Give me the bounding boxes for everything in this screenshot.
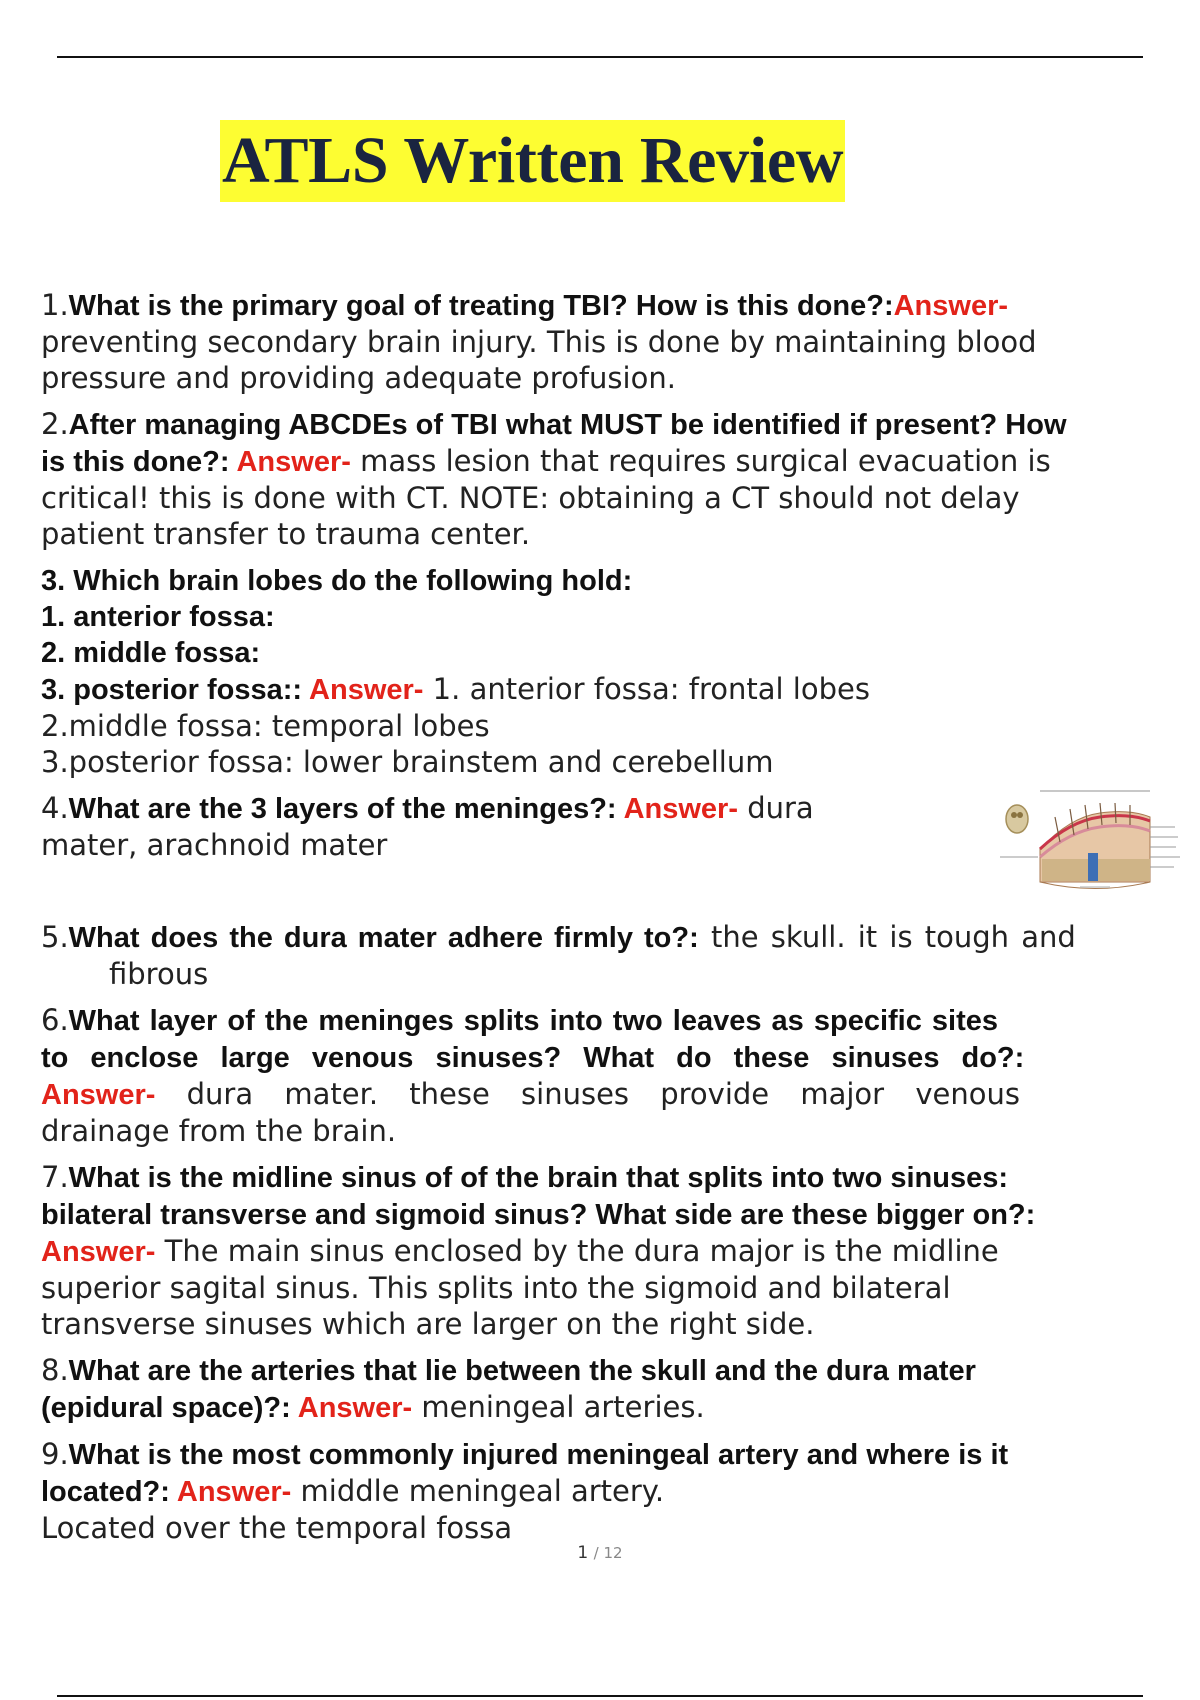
question-text: (epidural space)?: xyxy=(41,1392,298,1424)
question-text: What is the midline sinus of of the brain that splits into two sinuses: xyxy=(68,1162,1008,1194)
question-text: Which brain lobes do the following hold: xyxy=(65,565,633,597)
answer-text: dura xyxy=(738,791,814,825)
question-list xyxy=(41,287,1191,1556)
answer-label: Answer- xyxy=(41,1079,156,1111)
question-text: What is the most commonly injured meningeal artery and where is it xyxy=(68,1439,1009,1471)
answer-text: pressure and providing adequate profusion. xyxy=(41,361,676,395)
item-number: 6. xyxy=(41,1003,69,1037)
answer-label: Answer- xyxy=(176,1476,292,1508)
answer-text: the skull. it is tough and xyxy=(698,920,1076,954)
question-text: After managing ABCDEs of TBI what MUST be identified if present? How xyxy=(68,409,1067,441)
question-item-2 xyxy=(41,406,1191,552)
top-rule xyxy=(57,56,1143,58)
question-text: What layer of the meninges splits into two leaves as specific sites xyxy=(68,1005,999,1037)
answer-text: The main sinus enclosed by the dura major is the midline xyxy=(155,1234,999,1268)
question-subitem: 3. posterior fossa:: xyxy=(41,674,310,706)
answer-text: mass lesion that requires surgical evacuation is xyxy=(350,444,1051,478)
question-text: to enclose large venous sinuses? What do these sinuses do?: xyxy=(41,1042,1025,1074)
question-item-9 xyxy=(41,1436,1191,1546)
question-item-5 xyxy=(41,919,1195,992)
question-item-3 xyxy=(41,562,1191,780)
answer-label: Answer- xyxy=(893,290,1009,322)
answer-text: middle meningeal artery. xyxy=(291,1474,665,1508)
question-item-1 xyxy=(41,287,1191,396)
answer-text: dura mater. these sinuses provide major venous xyxy=(155,1077,1020,1111)
page-title: ATLS Written Review xyxy=(222,124,844,197)
answer-text: transverse sinuses which are larger on the right side. xyxy=(41,1307,815,1341)
question-subitem: 2. middle fossa: xyxy=(41,637,261,669)
answer-text: patient transfer to trauma center. xyxy=(41,517,531,551)
answer-text: Located over the temporal fossa xyxy=(41,1511,513,1545)
item-number: 1. xyxy=(41,288,69,322)
question-text: What are the 3 layers of the meninges?: xyxy=(68,793,624,825)
meninges-illustration xyxy=(1000,787,1200,897)
question-text: is this done?: xyxy=(41,446,237,478)
item-number: 2. xyxy=(41,407,69,441)
page-current: 1 xyxy=(577,1543,589,1563)
answer-text: critical! this is done with CT. NOTE: obtaining a CT should not delay xyxy=(41,481,1020,515)
answer-text: fibrous xyxy=(109,957,209,991)
bottom-rule xyxy=(57,1695,1143,1697)
question-subitem: 1. anterior fossa: xyxy=(41,601,275,633)
item-number: 4. xyxy=(41,791,69,825)
question-item-6 xyxy=(41,1002,1191,1149)
question-text: bilateral transverse and sigmoid sinus? What side are these bigger on?: xyxy=(41,1199,1036,1231)
page-total: / 12 xyxy=(593,1544,623,1562)
answer-label: Answer- xyxy=(236,446,351,478)
item-number: 5. xyxy=(41,920,69,954)
answer-text: superior sagital sinus. This splits into the sigmoid and bilateral xyxy=(41,1271,951,1305)
question-text: What does the dura mater adhere firmly to?: xyxy=(68,922,699,954)
answer-label: Answer- xyxy=(297,1392,413,1424)
answer-label: Answer- xyxy=(623,793,738,825)
answer-text: mater, arachnoid mater xyxy=(41,828,388,862)
item-number: 7. xyxy=(41,1160,69,1194)
answer-label: Answer- xyxy=(309,674,424,706)
page-indicator xyxy=(0,1543,1200,1563)
answer-label: Answer- xyxy=(41,1236,156,1268)
answer-text: 3.posterior fossa: lower brainstem and cerebellum xyxy=(41,745,774,779)
question-item-7 xyxy=(41,1159,1191,1342)
answer-text: 1. anterior fossa: frontal lobes xyxy=(423,672,870,706)
question-item-8 xyxy=(41,1352,1191,1426)
answer-text: 2.middle fossa: temporal lobes xyxy=(41,709,490,743)
answer-text: preventing secondary brain injury. This is done by maintaining blood xyxy=(41,325,1037,359)
question-text: What is the primary goal of treating TBI? How is this done?: xyxy=(68,290,894,322)
question-text: located?: xyxy=(41,1476,177,1508)
item-number: 3. xyxy=(41,565,66,597)
question-text: What are the arteries that lie between the skull and the dura mater xyxy=(68,1355,976,1387)
answer-text: drainage from the brain. xyxy=(41,1114,397,1148)
answer-text: meningeal arteries. xyxy=(412,1390,705,1424)
title-highlight xyxy=(220,120,845,202)
item-number: 8. xyxy=(41,1353,69,1387)
item-number: 9. xyxy=(41,1437,69,1471)
